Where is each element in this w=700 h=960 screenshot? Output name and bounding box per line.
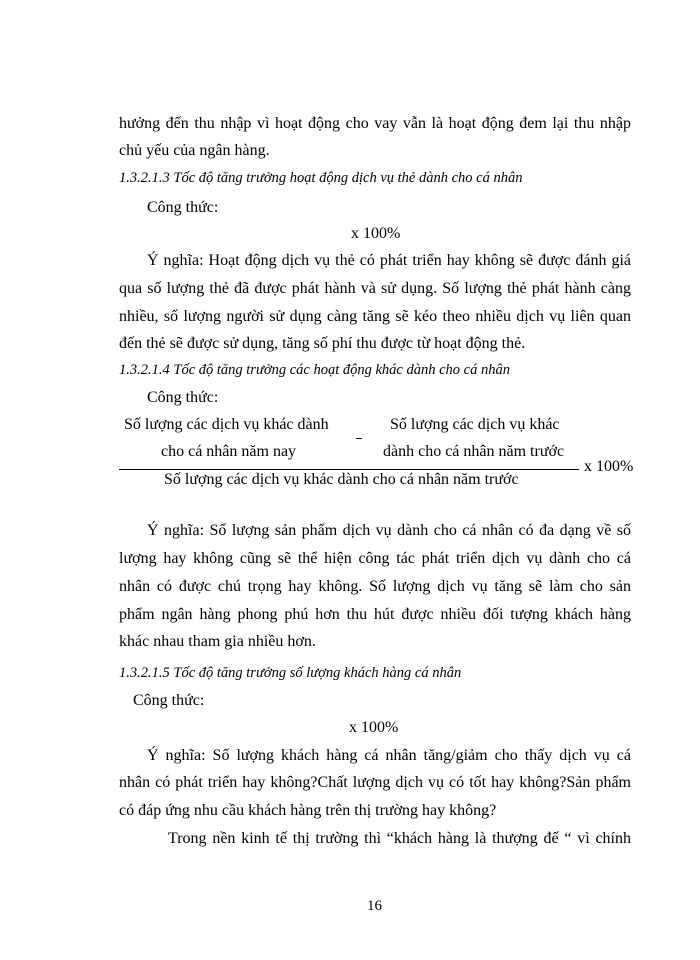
formula-suffix: x 100%	[349, 719, 399, 736]
body-line: hưởng đến thu nhập vì hoạt động cho vay vẫn là hoạt động đem lại thu nhập	[119, 115, 631, 132]
body-line: nhân có phát triển hay không?Chất lượng dịch vụ có tốt hay không?Sản phẩm	[119, 774, 631, 791]
fraction-bar	[119, 469, 579, 470]
body-line: chủ yếu của ngân hàng.	[119, 142, 270, 159]
section-heading: 1.3.2.1.3 Tốc độ tăng trưởng hoạt động dịch vụ thẻ dành cho cá nhân	[119, 170, 523, 186]
formula-suffix: x 100%	[584, 458, 634, 475]
body-line: Ý nghĩa: Số lượng khách hàng cá nhân tăng/giảm cho thấy dịch vụ cá	[147, 747, 631, 764]
numerator-left-line: cho cá nhân năm nay	[161, 443, 297, 460]
denominator: Số lượng các dịch vụ khác dành cho cá nhân năm trước	[164, 471, 519, 488]
body-line: đến thẻ sẽ được sử dụng, tăng số phí thu được từ hoạt động thẻ.	[119, 335, 526, 352]
body-line: Ý nghĩa: Số lượng sản phẩm dịch vụ dành cho cá nhân có đa dạng về số	[147, 522, 631, 539]
minus-sign	[356, 438, 362, 439]
page-number: 16	[367, 898, 382, 914]
section-heading: 1.3.2.1.5 Tốc độ tăng trưởng số lượng khách hàng cá nhân	[119, 665, 462, 681]
numerator-right-line: Số lượng các dịch vụ khác	[390, 416, 560, 433]
body-line: nhiều, số lượng người sử dụng càng tăng sẽ kéo theo nhiều dịch vụ liên quan	[119, 308, 631, 325]
formula-label: Công thức:	[147, 199, 219, 216]
numerator-left-line: Số lượng các dịch vụ khác dành	[124, 416, 329, 433]
formula-suffix: x 100%	[351, 225, 401, 242]
body-line: Trong nền kinh tế thị trường thì “khách hàng là thượng đế “ vì chính	[168, 830, 631, 847]
numerator-right-line: dành cho cá nhân năm trước	[383, 443, 565, 460]
formula-label: Công thức:	[147, 389, 219, 406]
body-line: lượng hay không cũng sẽ thể hiện công tác phát triển dịch vụ dành cho cá	[119, 550, 631, 567]
body-line: qua số lượng thẻ đã được phát hành và sử dụng. Số lượng thẻ phát hành càng	[119, 280, 631, 297]
body-line: có đáp ứng nhu cầu khách hàng trên thị trường hay không?	[119, 802, 497, 819]
section-heading: 1.3.2.1.4 Tốc độ tăng trưởng các hoạt động khác dành cho cá nhân	[119, 362, 510, 378]
formula-label: Công thức:	[133, 692, 205, 709]
body-line: khác nhau tham gia nhiều hơn.	[119, 633, 316, 650]
body-line: phẩm ngân hàng phong phú hơn thu hút được nhiều đối tượng khách hàng	[119, 606, 631, 623]
body-line: nhân có được chú trọng hay không. Số lượng dịch vụ tăng sẽ làm cho sản	[119, 578, 631, 595]
body-line: Ý nghĩa: Hoạt động dịch vụ thẻ có phát triển hay không sẽ được đánh giá	[147, 252, 631, 269]
